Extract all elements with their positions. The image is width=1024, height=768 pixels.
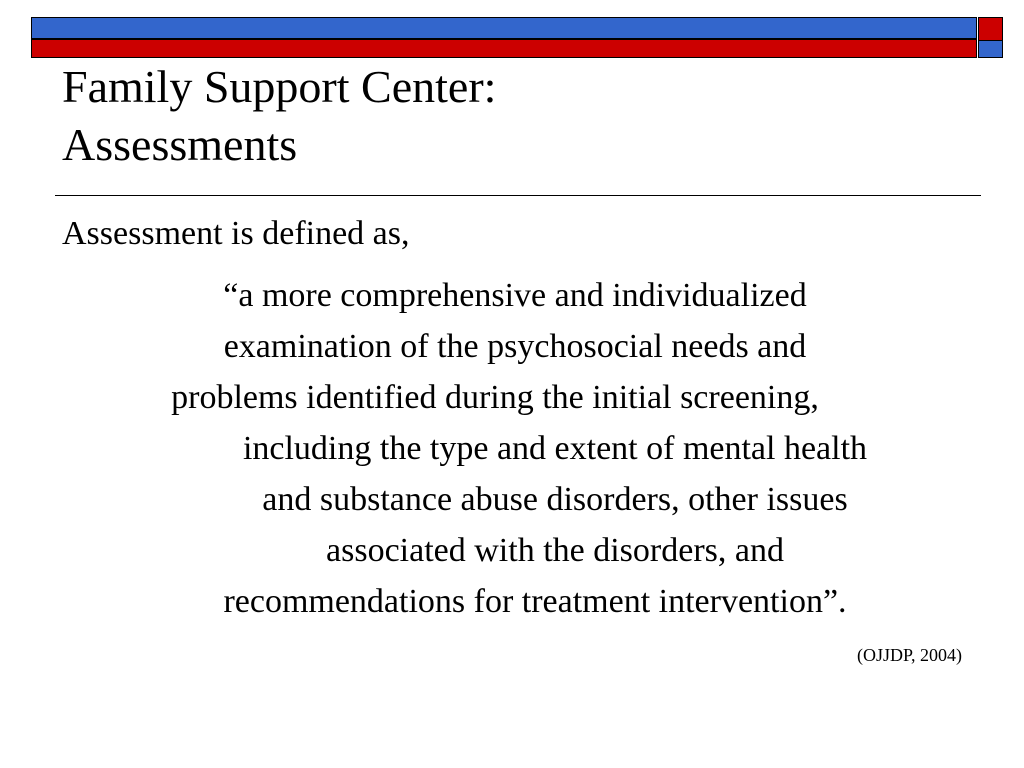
header-square-blue	[978, 40, 1003, 58]
definition-quote	[60, 270, 970, 627]
quote-line: associated with the disorders, and	[326, 532, 784, 569]
header-bar-blue	[31, 17, 977, 39]
header-square-red	[978, 17, 1003, 41]
header-bar-red	[31, 39, 977, 58]
quote-line: “a more comprehensive and individualized	[223, 277, 807, 314]
slide-title-line-1: Family Support Center:	[62, 61, 497, 112]
slide-title	[62, 58, 962, 174]
quote-line: including the type and extent of mental health	[242, 430, 868, 467]
quote-line: examination of the psychosocial needs and	[223, 328, 807, 365]
title-divider	[55, 195, 981, 196]
quote-line: and substance abuse disorders, other issues	[262, 481, 848, 518]
citation: (OJJDP, 2004)	[856, 645, 962, 665]
slide-title-line-2: Assessments	[62, 119, 298, 170]
quote-line: recommendations for treatment intervention”.	[223, 583, 847, 620]
quote-line: problems identified during the initial screening,	[171, 379, 819, 416]
intro-text: Assessment is defined as,	[62, 215, 410, 252]
